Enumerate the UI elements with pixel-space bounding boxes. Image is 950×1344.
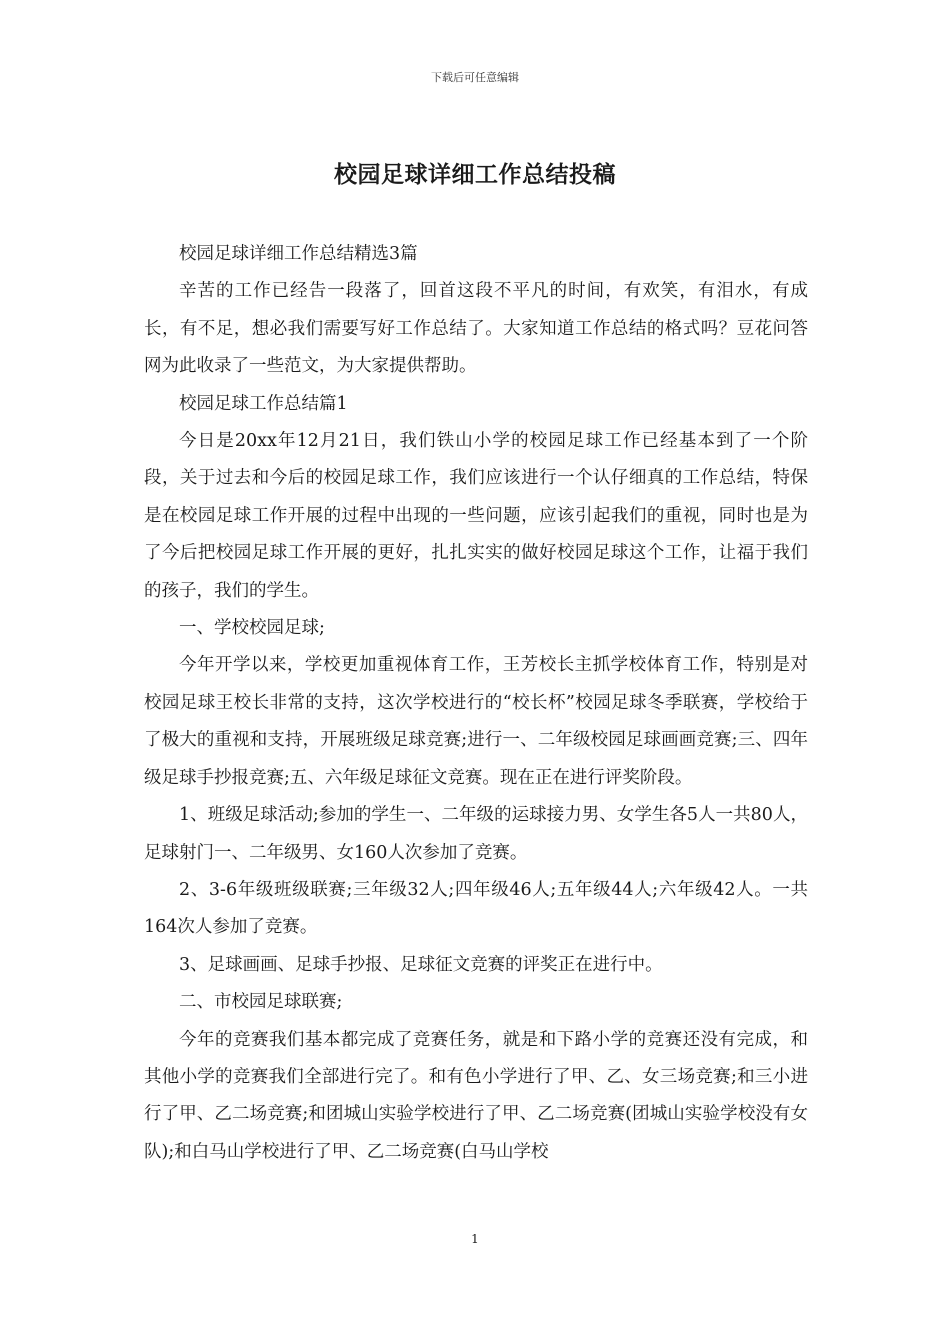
paragraph-subtitle: 校园足球详细工作总结精选3篇 (179, 244, 418, 264)
page-header-note: 下载后可任意编辑 (431, 71, 519, 84)
page-number: 1 (471, 1232, 479, 1246)
paragraph: 今年的竞赛我们基本都完成了竞赛任务，就是和下路小学的竞赛还没有完成，和其他小学的竞赛我们全部进行完了。和有色小学进行了甲、乙、女三场竞赛;和三小进行了甲、乙二场竞赛;和团城山实验学校进行了甲、乙二场竞赛(团城山实验学校没有女队);和白马山学校进行了甲、乙二场竞赛(白马山学校 (144, 1029, 808, 1162)
document-title: 校园足球详细工作总结投稿 (334, 161, 616, 188)
paragraph: 3、足球画画、足球手抄报、足球征文竞赛的评奖正在进行中。 (179, 954, 663, 975)
paragraph: 今日是20xx年12月21日，我们铁山小学的校园足球工作已经基本到了一个阶段，关于过去和今后的校园足球工作，我们应该进行一个认仔细真的工作总结，特保是在校园足球工作开展的过程中出现的一些问题，应该引起我们的重视，同时也是为了今后把校园足球工作开展的更好，扎扎实实的做好校园足球这个工作，让福于我们的孩子，我们的学生。 (144, 431, 808, 601)
paragraph: 今年开学以来，学校更加重视体育工作，王芳校长主抓学校体育工作，特别是对校园足球王校长非常的支持，这次学校进行的“校长杯”校园足球冬季联赛，学校给于了极大的重视和支持，开展班级足球竞赛;进行一、二年级校园足球画画竞赛;三、四年级足球手抄报竞赛;五、六年级足球征文竞赛。现在正在进行评奖阶段。 (144, 655, 808, 788)
paragraph-intro: 辛苦的工作已经告一段落了，回首这段不平凡的时间，有欢笑，有泪水，有成长，有不足，想必我们需要写好工作总结了。大家知道工作总结的格式吗？豆花问答网为此收录了一些范文，为大家提供帮助。 (144, 281, 808, 377)
paragraph-heading: 一、学校校园足球; (179, 618, 325, 639)
paragraph-heading: 二、市校园足球联赛; (179, 992, 343, 1013)
paragraph: 2、3-6年级班级联赛;三年级32人;四年级46人;五年级44人;六年级42人。一共164次人参加了竞赛。 (144, 879, 808, 938)
paragraph-section-heading: 校园足球工作总结篇1 (179, 393, 348, 414)
paragraph: 1、班级足球活动;参加的学生一、二年级的运球接力男、女学生各5人一共80人，足球射门一、二年级男、女160人次参加了竞赛。 (144, 805, 808, 863)
document-body (144, 236, 808, 1171)
